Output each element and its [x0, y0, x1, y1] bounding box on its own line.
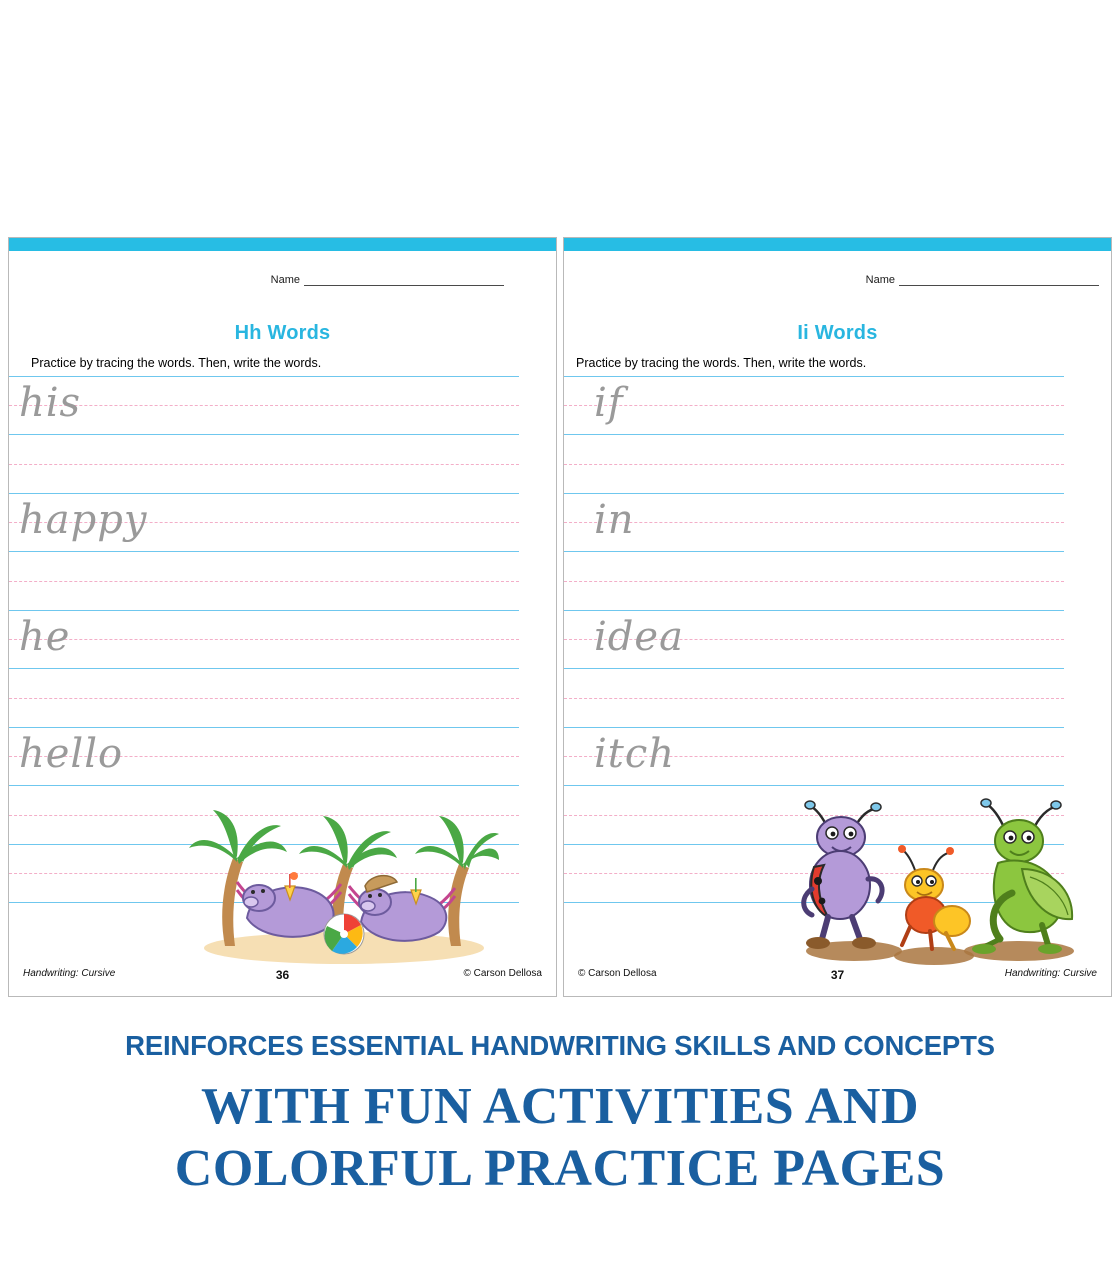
rule-mid-dashed — [564, 873, 1064, 874]
rule-mid-dashed — [8, 405, 519, 406]
rule-descender-dashed — [8, 464, 519, 465]
rule-top — [564, 493, 1064, 494]
trace-word: he — [19, 614, 71, 660]
page-instructions: Practice by tracing the words. Then, write the words. — [31, 356, 322, 370]
trace-word: if — [594, 380, 624, 426]
rule-mid-dashed — [8, 639, 519, 640]
name-write-line[interactable] — [899, 274, 1099, 286]
rule-baseline — [564, 785, 1064, 786]
rule-baseline — [564, 551, 1064, 552]
practice-band — [564, 727, 1064, 844]
name-label: Name — [865, 274, 895, 286]
rule-top — [564, 376, 1064, 377]
page-accent-bar — [9, 238, 556, 251]
trace-word: itch — [594, 731, 676, 777]
rule-top — [564, 610, 1064, 611]
name-field-row — [271, 274, 504, 286]
promo-line-3: COLORFUL PRACTICE PAGES — [174, 1140, 946, 1197]
workbook-page-right — [563, 237, 1112, 997]
practice-band — [8, 493, 519, 610]
name-write-line[interactable] — [304, 274, 504, 286]
rule-top — [8, 493, 519, 494]
rule-baseline — [8, 551, 519, 552]
name-field-row — [866, 274, 1099, 286]
trace-word: in — [594, 497, 635, 543]
trace-word: hello — [19, 731, 124, 777]
practice-band — [8, 844, 519, 934]
promo-line-2: WITH FUN ACTIVITIES AND — [201, 1078, 919, 1135]
trace-word: idea — [594, 614, 684, 660]
practice-lines-area — [8, 376, 519, 946]
rule-baseline — [564, 434, 1064, 435]
footer-copyright: © Carson Dellosa — [463, 968, 542, 979]
rule-baseline — [8, 668, 519, 669]
rule-top — [564, 844, 1064, 845]
trace-word: his — [19, 380, 82, 426]
practice-band — [564, 610, 1064, 727]
promotional-text-block — [0, 1030, 1120, 1200]
page-footer — [9, 968, 556, 982]
rule-top — [564, 727, 1064, 728]
rule-mid-dashed — [564, 522, 1064, 523]
page-accent-bar — [564, 238, 1111, 251]
rule-baseline — [8, 902, 519, 903]
footer-copyright: © Carson Dellosa — [578, 968, 657, 979]
rule-descender-dashed — [564, 464, 1064, 465]
rule-top — [8, 844, 519, 845]
practice-band — [564, 844, 1064, 934]
footer-series-label: Handwriting: Cursive — [1004, 968, 1097, 979]
rule-top — [8, 727, 519, 728]
page-number: 36 — [275, 968, 290, 982]
practice-band — [8, 727, 519, 844]
practice-band — [8, 376, 519, 493]
rule-descender-dashed — [8, 698, 519, 699]
practice-lines-area — [564, 376, 1064, 946]
trace-word: happy — [19, 497, 148, 543]
rule-baseline — [8, 434, 519, 435]
rule-mid-dashed — [564, 405, 1064, 406]
workbook-spread — [8, 237, 1112, 997]
rule-baseline — [564, 902, 1064, 903]
rule-descender-dashed — [564, 815, 1064, 816]
rule-mid-dashed — [8, 873, 519, 874]
workbook-page-left — [8, 237, 557, 997]
rule-descender-dashed — [8, 581, 519, 582]
rule-descender-dashed — [564, 698, 1064, 699]
page-footer — [564, 968, 1111, 982]
footer-series-label: Handwriting: Cursive — [23, 968, 116, 979]
practice-band — [564, 493, 1064, 610]
page-instructions: Practice by tracing the words. Then, write the words. — [576, 356, 867, 370]
page-title: Hh Words — [234, 322, 331, 344]
rule-descender-dashed — [564, 581, 1064, 582]
name-label: Name — [270, 274, 300, 286]
rule-baseline — [564, 668, 1064, 669]
practice-band — [564, 376, 1064, 493]
page-number: 37 — [830, 968, 845, 982]
rule-descender-dashed — [8, 815, 519, 816]
rule-baseline — [8, 785, 519, 786]
promo-line-1: REINFORCES ESSENTIAL HANDWRITING SKILLS AND CONCEPTS — [125, 1030, 995, 1061]
rule-top — [8, 376, 519, 377]
page-title: Ii Words — [797, 322, 878, 344]
rule-top — [8, 610, 519, 611]
practice-band — [8, 610, 519, 727]
